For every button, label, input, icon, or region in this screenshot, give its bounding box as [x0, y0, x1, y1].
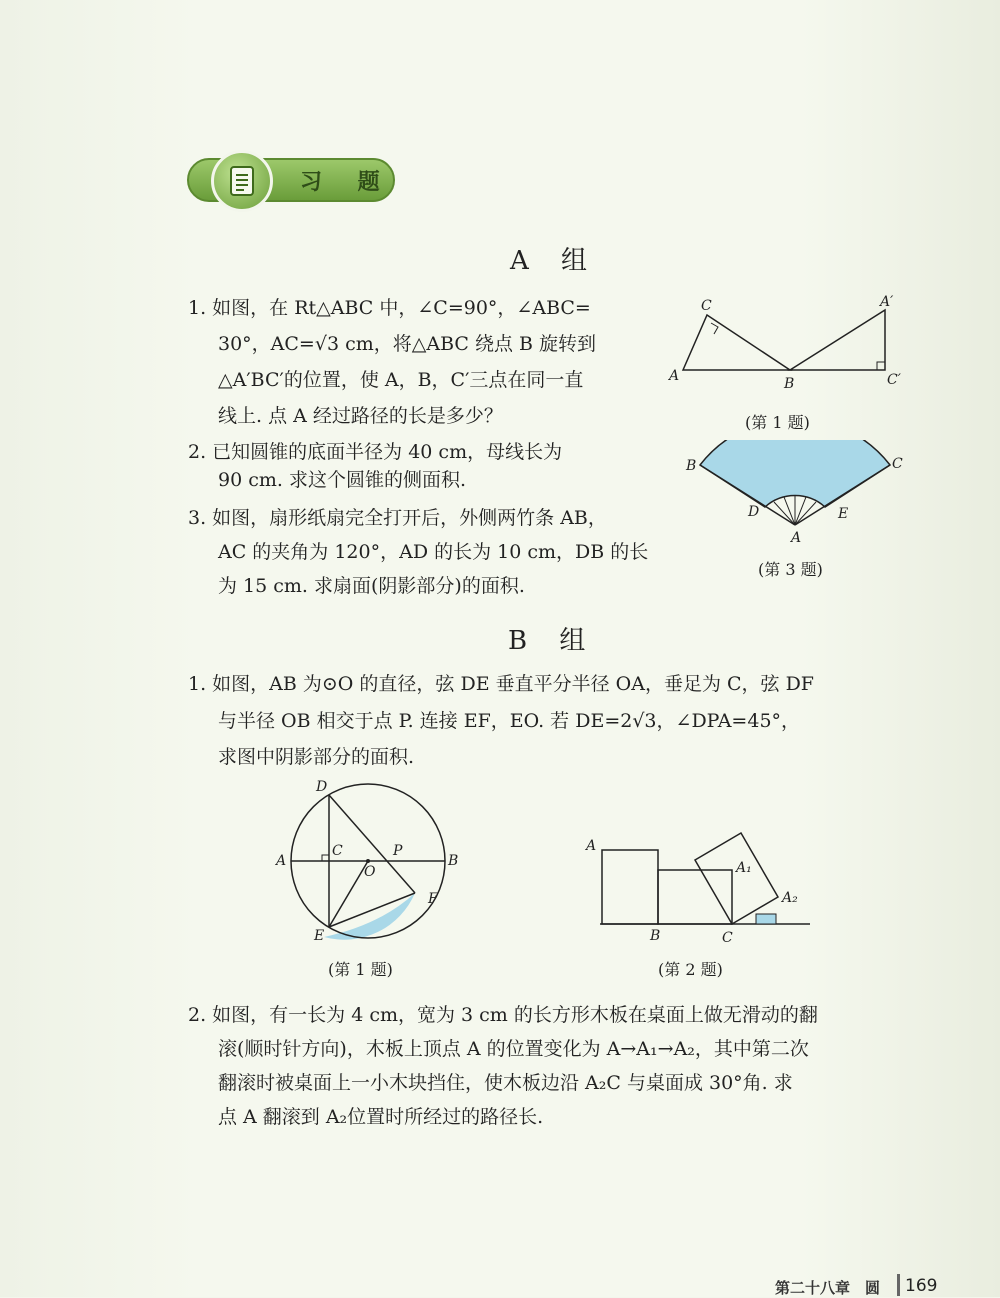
label-b: B [784, 376, 795, 392]
label-a: A [586, 838, 597, 854]
b-q1-line3: 求图中阴影部分的面积. [218, 746, 415, 768]
label-d: D [748, 504, 760, 520]
page-number: 169 [905, 1276, 938, 1296]
figure-a1-triangles [665, 290, 915, 400]
a-q3-line1: 3. 如图，扇形纸扇完全打开后，外侧两竹条 AB， [188, 507, 607, 529]
label-a-prime: A′ [880, 294, 894, 310]
label-a: A [791, 530, 802, 546]
label-c: C [722, 930, 733, 946]
small-block [756, 914, 776, 924]
label-b: B [448, 853, 459, 869]
a-q3-line3: 为 15 cm. 求扇面(阴影部分)的面积. [218, 575, 525, 597]
notepad-icon [211, 150, 273, 212]
label-o: O [364, 864, 376, 880]
label-c: C [892, 456, 903, 472]
a-q1-line3: △A′BC′的位置，使 A，B，C′三点在同一直 [218, 369, 584, 391]
b-q1-line1: 1. 如图，AB 为⊙O 的直径，弦 DE 垂直平分半径 OA，垂足为 C，弦 DF [188, 673, 814, 695]
label-a: A [276, 853, 287, 869]
a-q2-line1: 2. 已知圆锥的底面半径为 40 cm，母线长为 [188, 441, 563, 463]
triangle-a-prime-bc-prime [790, 310, 885, 370]
label-a: A [669, 368, 680, 384]
figure-b2-rolling-board [580, 820, 820, 950]
group-a-title: A 组 [510, 246, 600, 276]
label-c: C [701, 298, 712, 314]
figure-a3-fan [680, 440, 910, 555]
label-f: F [428, 891, 438, 907]
b-q2-line2: 滚(顺时针方向)，木板上顶点 A 的位置变化为 A→A₁→A₂，其中第二次 [218, 1038, 809, 1060]
footer-chapter: 第二十八章 圆 [775, 1279, 881, 1297]
board-position-3 [695, 833, 778, 924]
label-e: E [314, 928, 325, 944]
exercise-header-label: 习 题 [300, 170, 394, 195]
b-fig2-caption: (第 2 题) [658, 960, 723, 979]
label-c-prime: C′ [887, 372, 901, 388]
a-q2-line2: 90 cm. 求这个圆锥的侧面积. [218, 469, 466, 491]
board-position-1 [602, 850, 658, 924]
b-q2-line1: 2. 如图，有一长为 4 cm，宽为 3 cm 的长方形木板在桌面上做无滑动的翻 [188, 1004, 818, 1026]
footer-divider [897, 1274, 900, 1296]
board-position-2 [658, 870, 732, 924]
triangle-abc [683, 315, 790, 370]
b-q2-line3: 翻滚时被桌面上一小木块挡住，使木板边沿 A₂C 与桌面成 30°角. 求 [218, 1072, 793, 1094]
a-fig3-caption: (第 3 题) [758, 560, 823, 579]
label-e: E [838, 506, 849, 522]
b-q2-line4: 点 A 翻滚到 A₂位置时所经过的路径长. [218, 1106, 544, 1128]
a-q3-line2: AC 的夹角为 120°，AD 的长为 10 cm，DB 的长 [218, 541, 649, 563]
group-b-title: B 组 [508, 626, 598, 656]
figure-b1-circle [270, 775, 470, 950]
label-a1: A₁ [736, 860, 752, 876]
label-b: B [650, 928, 661, 944]
a-q1-line4: 线上. 点 A 经过路径的长是多少？ [218, 405, 503, 427]
label-b: B [686, 458, 697, 474]
label-c: C [332, 843, 343, 859]
b-q1-line2: 与半径 OB 相交于点 P. 连接 EF，EO. 若 DE=2√3，∠DPA=45°， [218, 710, 801, 732]
a-q1-line2: 30°，AC=√3 cm，将△ABC 绕点 B 旋转到 [218, 333, 597, 355]
a-q1-line1: 1. 如图，在 Rt△ABC 中，∠C=90°，∠ABC= [188, 297, 591, 319]
shaded-segment [324, 893, 415, 940]
label-a2: A₂ [782, 890, 798, 906]
label-d: D [316, 779, 328, 795]
a-fig1-caption: (第 1 题) [745, 413, 810, 432]
label-p: P [393, 843, 403, 859]
b-fig1-caption: (第 1 题) [328, 960, 393, 979]
